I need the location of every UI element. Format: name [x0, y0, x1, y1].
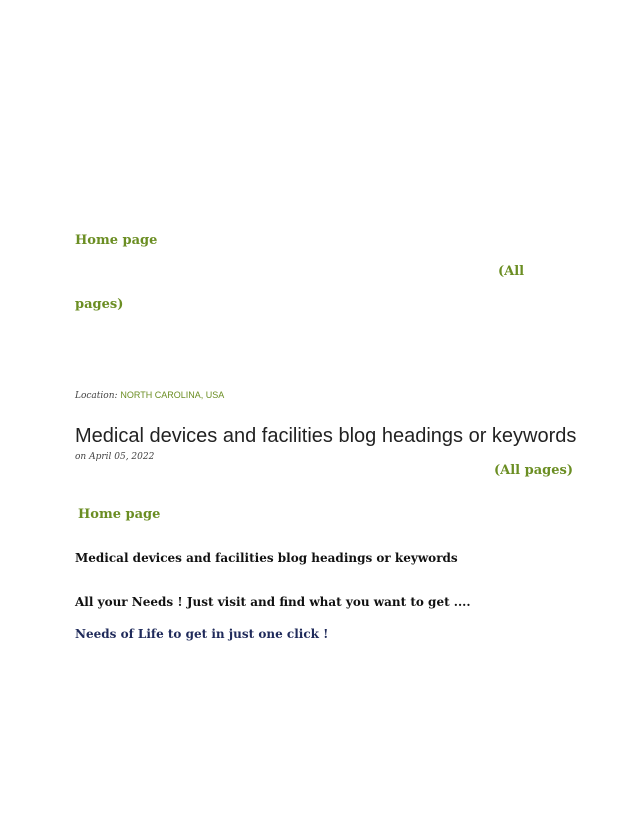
post-date: on April 05, 2022 [75, 452, 155, 462]
all-pages-link-post[interactable]: (All pages) [494, 463, 573, 478]
post-needs-text: All your Needs ! Just visit and find what you want to get .... [75, 595, 471, 609]
home-page-link-post[interactable]: Home page [78, 507, 161, 522]
location-line [75, 390, 224, 401]
all-pages-link[interactable]: (All [498, 264, 525, 279]
post-click-text: Needs of Life to get in just one click ! [75, 627, 329, 641]
location-link[interactable]: NORTH CAROLINA, USA [120, 390, 225, 400]
post-heading-text: Medical devices and facilities blog headings or keywords [75, 551, 458, 565]
all-pages-link-continued[interactable]: pages) [75, 297, 124, 312]
location-label: Location: [75, 391, 118, 401]
home-page-link[interactable]: Home page [75, 233, 158, 248]
post-title[interactable]: Medical devices and facilities blog headings or keywords [75, 425, 577, 447]
